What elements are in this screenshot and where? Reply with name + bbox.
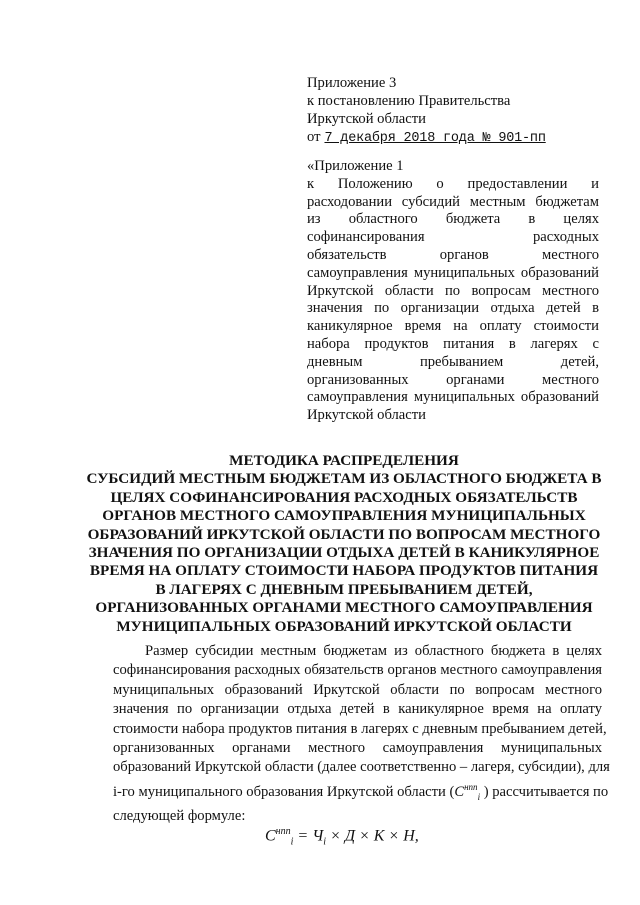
methodology-heading (80, 452, 608, 636)
paragraph-line-with-symbol: i-го муниципального образования Иркутской области ($C^{нпп}_i$ ) рассчитывается по (113, 781, 609, 802)
reference-line: обязательств органов местного (307, 246, 599, 263)
paragraph-line: Размер субсидии местным бюджетам из областного бюджета в целях (145, 643, 602, 659)
paragraph-line: следующей формуле: (113, 808, 246, 825)
date-prefix: от (307, 129, 321, 145)
heading-line: ЗНАЧЕНИЯ ПО ОРГАНИЗАЦИИ ОТДЫХА ДЕТЕЙ В КАНИКУЛЯРНОЕ (88, 544, 600, 562)
resolution-date: 7 декабря 2018 года № 901-пп (324, 131, 546, 146)
appendix-region: Иркутской области (307, 111, 426, 127)
paragraph-line: софинансирования расходных обязательств органов местного самоуправления (113, 662, 602, 679)
heading-line: ВРЕМЯ НА ОПЛАТУ СТОИМОСТИ НАБОРА ПРОДУКТОВ ПИТАНИЯ (89, 562, 599, 580)
paragraph-line: значения по организации отдыха детей в каникулярное время на оплату (113, 701, 602, 718)
reference-block (307, 158, 599, 425)
reference-line: каникулярное время на оплату стоимости (307, 318, 599, 335)
heading-line: МУНИЦИПАЛЬНЫХ ОБРАЗОВАНИЙ ИРКУТСКОЙ ОБЛАСТИ (116, 617, 572, 635)
appendix-header (307, 74, 607, 148)
reference-line: Иркутской области (307, 407, 426, 424)
reference-title: «Приложение 1 (307, 158, 404, 174)
appendix-date-line (307, 128, 607, 148)
paragraph-line: стоимости набора продуктов питания в лагерях с дневным пребыванием детей, (113, 720, 607, 737)
subsidy-formula: $C^{нпп}_i = Ч_i \times Д \times К \times Н$, (265, 826, 419, 848)
reference-line: организованных органами местного (307, 371, 599, 388)
reference-body (307, 176, 599, 425)
reference-line: из областного бюджета в целях (307, 211, 599, 228)
reference-line: самоуправления муниципальных образований (307, 389, 599, 406)
heading-line: ЦЕЛЯХ СОФИНАНСИРОВАНИЯ РАСХОДНЫХ ОБЯЗАТЕЛЬСТВ (110, 488, 578, 506)
reference-line: значения по организации отдыха детей в (307, 300, 599, 317)
heading-line: СУБСИДИЙ МЕСТНЫМ БЮДЖЕТАМ ИЗ ОБЛАСТНОГО БЮДЖЕТА В (86, 470, 602, 488)
heading-line: МЕТОДИКА РАСПРЕДЕЛЕНИЯ (229, 452, 459, 469)
appendix-number: Приложение 3 (307, 75, 397, 91)
heading-line: ОРГАНОВ МЕСТНОГО САМОУПРАВЛЕНИЯ МУНИЦИПАЛЬНЫХ (102, 507, 586, 525)
reference-line: Иркутской области по вопросам местного (307, 282, 599, 299)
reference-line: дневным пребыванием детей, (307, 353, 599, 370)
reference-line: самоуправления муниципальных образований (307, 264, 599, 281)
paragraph-line: образований Иркутской области (далее соответственно – лагеря, субсидии), для (113, 759, 610, 776)
heading-line: ОРГАНИЗОВАННЫХ ОРГАНАМИ МЕСТНОГО САМОУПРАВЛЕНИЯ (95, 599, 593, 617)
reference-line: софинансирования расходных (307, 229, 599, 246)
heading-line: ОБРАЗОВАНИЙ ИРКУТСКОЙ ОБЛАСТИ ПО ВОПРОСАМ МЕСТНОГО (87, 525, 601, 543)
reference-line: набора продуктов питания в лагерях с (307, 335, 599, 352)
paragraph-line: организованных органами местного самоуправления муниципальных (113, 740, 602, 757)
subsidy-symbol: $C^{нпп}_i$ (454, 781, 481, 802)
appendix-resolution: к постановлению Правительства (307, 93, 511, 109)
paragraph-line: муниципальных образований Иркутской области по вопросам местного (113, 681, 602, 698)
body-paragraph (113, 642, 610, 826)
reference-line: к Положению о предоставлении и (307, 175, 599, 192)
reference-line: расходовании субсидий местным бюджетам (307, 193, 599, 210)
heading-line: В ЛАГЕРЯХ С ДНЕВНЫМ ПРЕБЫВАНИЕМ ДЕТЕЙ, (155, 580, 533, 598)
